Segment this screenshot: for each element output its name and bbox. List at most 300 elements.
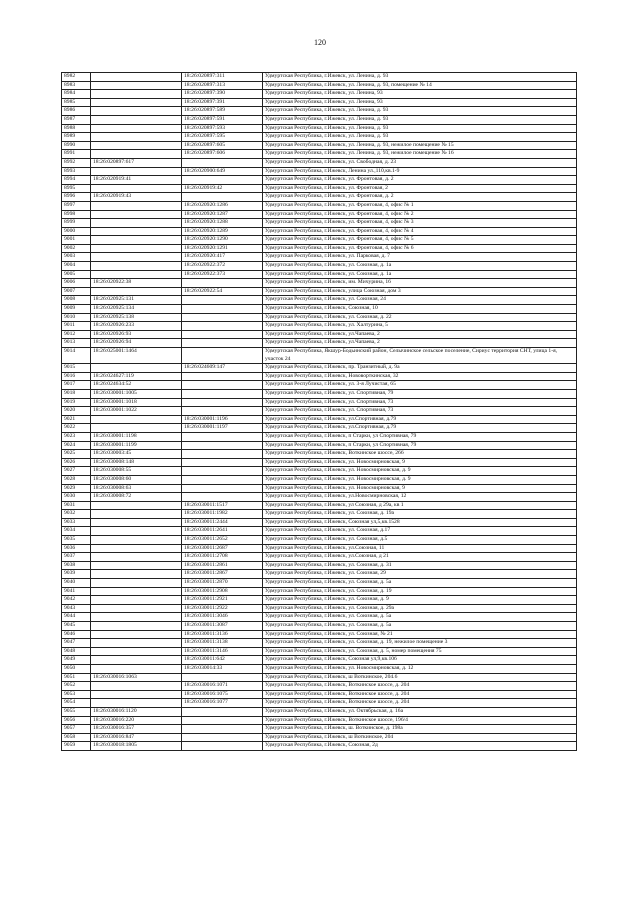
table-row — [62, 699, 577, 708]
land-cadastral-cell — [91, 141, 182, 150]
building-cadastral-cell: 18:26:020897:605 — [182, 141, 263, 150]
address-cell: Удмуртская Республика, г.Ижевск, Союзная, 10 — [263, 305, 577, 314]
table-row — [62, 339, 577, 348]
row-number-cell: 9024 — [62, 441, 91, 450]
building-cadastral-cell: 18:26:030014:33 — [182, 664, 263, 673]
address-cell: Удмуртская Республика, г.Ижевск, ул. Союзная, д. 9 — [263, 596, 577, 605]
building-cadastral-cell: 18:26:020920:1291 — [182, 244, 263, 253]
address-cell: Удмуртская Республика, г.Ижевск, ул. Союзная, д. 19, нежилое помещение 3 — [263, 639, 577, 648]
row-number-cell: 9036 — [62, 544, 91, 553]
address-cell: Удмуртская Республика, г.Ижевск, ул. Союзная, д. 22 — [263, 313, 577, 322]
table-row — [62, 604, 577, 613]
building-cadastral-cell: 18:26:030016:1071 — [182, 682, 263, 691]
address-cell: Удмуртская Республика, г.Ижевск, ул. Новосмирновская, д. 9 — [263, 467, 577, 476]
building-cadastral-cell: 18:26:030011:2867 — [182, 570, 263, 579]
address-cell: Удмуртская Республика, г.Ижевск, Воткинское шоссе, д. 204 — [263, 682, 577, 691]
land-cadastral-cell — [91, 107, 182, 116]
address-cell: Удмуртская Республика, г.Ижевск, Ленина ул.,110,кв.1-9 — [263, 167, 577, 176]
building-cadastral-cell: 18:26:020897:606 — [182, 150, 263, 159]
row-number-cell: 9029 — [62, 484, 91, 493]
row-number-cell: 9018 — [62, 389, 91, 398]
address-cell: Удмуртская Республика, г.Ижевск, Воткинское шоссе, 266 — [263, 450, 577, 459]
table-row — [62, 450, 577, 459]
land-cadastral-cell: 18:26:030008:63 — [91, 484, 182, 493]
row-number-cell: 9005 — [62, 270, 91, 279]
table-row — [62, 493, 577, 502]
land-cadastral-cell — [91, 98, 182, 107]
address-cell: Удмуртская Республика, г.Ижевск, ул. Фронтовая, 4, офис № 1 — [263, 201, 577, 210]
building-cadastral-cell: 18:26:020922:373 — [182, 270, 263, 279]
table-row — [62, 330, 577, 339]
address-cell: Удмуртская Республика, г.Ижевск, ул. Фронтовая, 4, офис № 6 — [263, 244, 577, 253]
address-cell: Удмуртская Республика, г.Ижевск, ул. Фронтовая, 4, офис № 4 — [263, 227, 577, 236]
row-number-cell: 9047 — [62, 639, 91, 648]
building-cadastral-cell: 18:26:030011:3138 — [182, 639, 263, 648]
table-row — [62, 210, 577, 219]
row-number-cell: 9020 — [62, 407, 91, 416]
address-cell: Удмуртская Республика, г.Ижевск, ул. Новосмирновская, д. 9 — [263, 475, 577, 484]
land-cadastral-cell — [91, 150, 182, 159]
land-cadastral-cell: 18:26:020925:134 — [91, 305, 182, 314]
row-number-cell: 9010 — [62, 313, 91, 322]
table-row — [62, 596, 577, 605]
table-row — [62, 458, 577, 467]
building-cadastral-cell — [182, 389, 263, 398]
building-cadastral-cell — [182, 673, 263, 682]
address-cell: Удмуртская Республика, Якшур-Бодьинский район, Селычинское сельское поселение, Сириус территория СНТ, улица 1-я, участок 24 — [263, 348, 577, 364]
address-cell: Удмуртская Республика, г.Ижевск, ул. Ленина, д. 93 — [263, 73, 577, 82]
table-row — [62, 322, 577, 331]
row-number-cell: 9017 — [62, 381, 91, 390]
land-cadastral-cell — [91, 227, 182, 236]
address-cell: Удмуртская Республика, г.Ижевск, ул. Октябрьская, д. 16а — [263, 707, 577, 716]
row-number-cell: 9009 — [62, 305, 91, 314]
table-row — [62, 381, 577, 390]
address-cell: Удмуртская Республика, г.Ижевск, п Старки, ул Спортивная, 79 — [263, 432, 577, 441]
land-cadastral-cell — [91, 613, 182, 622]
land-cadastral-cell — [91, 262, 182, 271]
row-number-cell: 8990 — [62, 141, 91, 150]
table-row — [62, 570, 577, 579]
land-cadastral-cell — [91, 596, 182, 605]
address-cell: Удмуртская Республика, г.Ижевск, ул. Союзная, д. 31 — [263, 561, 577, 570]
land-cadastral-cell — [91, 184, 182, 193]
row-number-cell: 8996 — [62, 193, 91, 202]
row-number-cell: 9015 — [62, 364, 91, 373]
row-number-cell: 9027 — [62, 467, 91, 476]
address-cell: Удмуртская Республика, г.Ижевск, ул. Фронтовая, 4, офис № 3 — [263, 219, 577, 228]
row-number-cell: 9039 — [62, 570, 91, 579]
row-number-cell: 9050 — [62, 664, 91, 673]
row-number-cell: 8986 — [62, 107, 91, 116]
row-number-cell: 9006 — [62, 279, 91, 288]
land-cadastral-cell: 18:26:020897:617 — [91, 158, 182, 167]
address-cell: Удмуртская Республика, г.Ижевск, ул. Спортивная, 73 — [263, 398, 577, 407]
land-cadastral-cell — [91, 682, 182, 691]
building-cadastral-cell — [182, 158, 263, 167]
row-number-cell: 8988 — [62, 124, 91, 133]
table-row — [62, 510, 577, 519]
building-cadastral-cell: 18:26:030001:1197 — [182, 424, 263, 433]
building-cadastral-cell — [182, 450, 263, 459]
land-cadastral-cell — [91, 518, 182, 527]
address-cell: Удмуртская Республика, г.Ижевск, ул. Ленина, д. 93, помещение № 14 — [263, 81, 577, 90]
table-row — [62, 201, 577, 210]
table-row — [62, 184, 577, 193]
building-cadastral-cell: 18:26:020897:589 — [182, 107, 263, 116]
address-cell: Удмуртская Республика, г.Ижевск, ул. Фронтовая, 4, офис № 2 — [263, 210, 577, 219]
row-number-cell: 9052 — [62, 682, 91, 691]
building-cadastral-cell: 18:26:020920:417 — [182, 253, 263, 262]
row-number-cell: 9030 — [62, 493, 91, 502]
table-row — [62, 707, 577, 716]
address-cell: Удмуртская Республика, г.Ижевск, ул. Союзная, д. 1а — [263, 262, 577, 271]
table-row — [62, 150, 577, 159]
row-number-cell: 9012 — [62, 330, 91, 339]
address-cell: Удмуртская Республика, г.Ижевск, ул. Ленина, д. 93 — [263, 107, 577, 116]
land-cadastral-cell: 18:26:030018:1805 — [91, 742, 182, 751]
table-row — [62, 372, 577, 381]
building-cadastral-cell: 18:26:030011:1517 — [182, 501, 263, 510]
address-cell: Удмуртская Республика, г.Ижевск, ул.Чапаева, 2 — [263, 330, 577, 339]
land-cadastral-cell — [91, 630, 182, 639]
table-row — [62, 622, 577, 631]
address-cell: Удмуртская Республика, г.Ижевск, ул. Фронтовая, д. 2 — [263, 176, 577, 185]
address-cell: Удмуртская Республика, г.Ижевск, ул.Спортивная, д.79 — [263, 424, 577, 433]
row-number-cell: 9038 — [62, 561, 91, 570]
table-row — [62, 553, 577, 562]
table-row — [62, 98, 577, 107]
address-cell: Удмуртская Республика, г.Ижевск, ул.Союзная, д 21 — [263, 553, 577, 562]
table-row — [62, 673, 577, 682]
building-cadastral-cell: 18:26:030016:1075 — [182, 690, 263, 699]
land-cadastral-cell: 18:26:030008:60 — [91, 475, 182, 484]
land-cadastral-cell — [91, 81, 182, 90]
address-cell: Удмуртская Республика, г.Ижевск, ул. Свободная, д. 23 — [263, 158, 577, 167]
address-cell: Удмуртская Республика, г.Ижевск, ул. Союзная, д. 19 — [263, 587, 577, 596]
registry-table — [61, 72, 577, 751]
table-row — [62, 262, 577, 271]
page-number: 120 — [314, 38, 326, 47]
land-cadastral-cell — [91, 219, 182, 228]
building-cadastral-cell: 18:26:020897:390 — [182, 90, 263, 99]
land-cadastral-cell: 18:26:020922:38 — [91, 279, 182, 288]
land-cadastral-cell: 18:26:020919:41 — [91, 176, 182, 185]
address-cell: Удмуртская Республика, г.Ижевск, ул. Союзная, д. 5а — [263, 579, 577, 588]
address-cell: Удмуртская Республика, г.Ижевск, ул.Новосмирновская, 12 — [263, 493, 577, 502]
land-cadastral-cell — [91, 236, 182, 245]
row-number-cell: 8987 — [62, 115, 91, 124]
building-cadastral-cell: 18:26:020920:1286 — [182, 201, 263, 210]
table-row — [62, 518, 577, 527]
address-cell: Удмуртская Республика, г.Ижевск, ул. Новосмирновская, д. 12 — [263, 664, 577, 673]
table-row — [62, 613, 577, 622]
row-number-cell: 9054 — [62, 699, 91, 708]
table-row — [62, 305, 577, 314]
land-cadastral-cell: 18:26:030003:45 — [91, 450, 182, 459]
address-cell: Удмуртская Республика, г.Ижевск, ул. Ленина, 93 — [263, 98, 577, 107]
address-cell: Удмуртская Республика, г.Ижевск, ул. Ленина, д. 93, нежилое помещение № 16 — [263, 150, 577, 159]
land-cadastral-cell — [91, 124, 182, 133]
address-cell: Удмуртская Республика, г.Ижевск, ул. Халтурина, 5 — [263, 322, 577, 331]
building-cadastral-cell: 18:26:020900:649 — [182, 167, 263, 176]
table-row — [62, 475, 577, 484]
row-number-cell: 8992 — [62, 158, 91, 167]
land-cadastral-cell: 18:26:030008:72 — [91, 493, 182, 502]
land-cadastral-cell: 18:26:030001:1199 — [91, 441, 182, 450]
table-row — [62, 253, 577, 262]
table-row — [62, 115, 577, 124]
address-cell: Удмуртская Республика, г.Ижевск, ул. Ленина, д. 93, нежилое помещение № 15 — [263, 141, 577, 150]
land-cadastral-cell: 18:26:030016:1063 — [91, 673, 182, 682]
land-cadastral-cell: 18:26:030016:847 — [91, 733, 182, 742]
building-cadastral-cell — [182, 372, 263, 381]
row-number-cell: 9016 — [62, 372, 91, 381]
row-number-cell: 9031 — [62, 501, 91, 510]
table-row — [62, 725, 577, 734]
land-cadastral-cell — [91, 244, 182, 253]
table-row — [62, 81, 577, 90]
row-number-cell: 9046 — [62, 630, 91, 639]
row-number-cell: 8983 — [62, 81, 91, 90]
row-number-cell: 9059 — [62, 742, 91, 751]
land-cadastral-cell — [91, 690, 182, 699]
building-cadastral-cell — [182, 176, 263, 185]
table-row — [62, 407, 577, 416]
land-cadastral-cell — [91, 210, 182, 219]
address-cell: Удмуртская Республика, г.Ижевск, ул Союзная, д 29а, кв 1 — [263, 501, 577, 510]
land-cadastral-cell — [91, 167, 182, 176]
building-cadastral-cell — [182, 348, 263, 364]
address-cell: Удмуртская Республика, г.Ижевск, ул. Союзная, д. 5, номер помещения 75 — [263, 647, 577, 656]
table-row — [62, 467, 577, 476]
table-row — [62, 133, 577, 142]
table-row — [62, 647, 577, 656]
address-cell: Удмуртская Республика, г.Ижевск, ул. Союзная, д.17 — [263, 527, 577, 536]
row-number-cell: 9041 — [62, 587, 91, 596]
land-cadastral-cell — [91, 553, 182, 562]
building-cadastral-cell — [182, 305, 263, 314]
table-row — [62, 579, 577, 588]
row-number-cell: 9023 — [62, 432, 91, 441]
land-cadastral-cell: 18:26:030001:1018 — [91, 398, 182, 407]
address-cell: Удмуртская Республика, г.Ижевск, ул. Ленина, д. 93 — [263, 115, 577, 124]
land-cadastral-cell — [91, 647, 182, 656]
address-cell: Удмуртская Республика, г.Ижевск, ул. Союзная, 24 — [263, 296, 577, 305]
address-cell: Удмуртская Республика, г.Ижевск, ш Воткинское, 204 — [263, 733, 577, 742]
table-row — [62, 639, 577, 648]
building-cadastral-cell — [182, 484, 263, 493]
building-cadastral-cell: 18:26:030011:2641 — [182, 527, 263, 536]
address-cell: Удмуртская Республика, г.Ижевск, ул. Спортивная, 73 — [263, 407, 577, 416]
address-cell: Удмуртская Республика, г.Ижевск, ул. Новосмирновская, 9 — [263, 458, 577, 467]
building-cadastral-cell: 18:26:030011:3046 — [182, 613, 263, 622]
land-cadastral-cell: 18:26:020925:138 — [91, 313, 182, 322]
address-cell: Удмуртская Республика, г.Ижевск, ул. Фронтовая, д. 2 — [263, 193, 577, 202]
row-number-cell: 8997 — [62, 201, 91, 210]
table-row — [62, 398, 577, 407]
land-cadastral-cell — [91, 622, 182, 631]
address-cell: Удмуртская Республика, г.Ижевск, пр. Транзитный, д. 9а — [263, 364, 577, 373]
table-row — [62, 544, 577, 553]
land-cadastral-cell — [91, 501, 182, 510]
building-cadastral-cell: 18:26:030011:2861 — [182, 561, 263, 570]
building-cadastral-cell: 18:26:030011:2922 — [182, 604, 263, 613]
land-cadastral-cell — [91, 287, 182, 296]
row-number-cell: 8999 — [62, 219, 91, 228]
row-number-cell: 9002 — [62, 244, 91, 253]
row-number-cell: 8991 — [62, 150, 91, 159]
building-cadastral-cell: 18:26:030011:2708 — [182, 553, 263, 562]
building-cadastral-cell: 18:26:030011:2870 — [182, 579, 263, 588]
address-cell: Удмуртская Республика, г.Ижевск, ул. Союзная, д. 1а — [263, 270, 577, 279]
building-cadastral-cell — [182, 296, 263, 305]
land-cadastral-cell — [91, 424, 182, 433]
land-cadastral-cell — [91, 73, 182, 82]
land-cadastral-cell: 18:26:024627:119 — [91, 372, 182, 381]
table-row — [62, 227, 577, 236]
row-number-cell: 9032 — [62, 510, 91, 519]
address-cell: Удмуртская Республика, г.Ижевск, ул. Ленина, 93 — [263, 90, 577, 99]
building-cadastral-cell: 18:26:030011:2652 — [182, 536, 263, 545]
land-cadastral-cell: 18:26:020926:233 — [91, 322, 182, 331]
land-cadastral-cell — [91, 587, 182, 596]
land-cadastral-cell: 18:26:030016:1120 — [91, 707, 182, 716]
row-number-cell: 9003 — [62, 253, 91, 262]
address-cell: Удмуртская Республика, г.Ижевск, им. Мичурина, 16 — [263, 279, 577, 288]
building-cadastral-cell — [182, 313, 263, 322]
address-cell: Удмуртская Республика, г.Ижевск, Воткинское шоссе, д. 204 — [263, 699, 577, 708]
building-cadastral-cell: 18:26:020920:1290 — [182, 236, 263, 245]
building-cadastral-cell: 18:26:020920:1287 — [182, 210, 263, 219]
table-row — [62, 219, 577, 228]
address-cell: Удмуртская Республика, г.Ижевск, ул.Спортивная, д.79 — [263, 415, 577, 424]
row-number-cell: 9057 — [62, 725, 91, 734]
building-cadastral-cell — [182, 742, 263, 751]
address-cell: Удмуртская Республика, г.Ижевск, ул.Чапаева, 2 — [263, 339, 577, 348]
building-cadastral-cell: 18:26:030011:642 — [182, 656, 263, 665]
building-cadastral-cell: 18:26:020922:372 — [182, 262, 263, 271]
table-row — [62, 313, 577, 322]
building-cadastral-cell — [182, 432, 263, 441]
address-cell: Удмуртская Республика, г.Ижевск, ул. Союзная, № 21 — [263, 630, 577, 639]
table-row — [62, 716, 577, 725]
row-number-cell: 9058 — [62, 733, 91, 742]
table-row — [62, 193, 577, 202]
row-number-cell: 9014 — [62, 348, 91, 364]
table-row — [62, 656, 577, 665]
address-cell: Удмуртская Республика, г.Ижевск, ул. Союзная, д. 29а — [263, 604, 577, 613]
table-row — [62, 296, 577, 305]
building-cadastral-cell — [182, 725, 263, 734]
land-cadastral-cell: 18:26:020926:93 — [91, 330, 182, 339]
building-cadastral-cell — [182, 493, 263, 502]
building-cadastral-cell — [182, 707, 263, 716]
address-cell: Удмуртская Республика, г.Ижевск, ул. Союзная, 29 — [263, 570, 577, 579]
address-cell: Удмуртская Республика, г.Ижевск, ш. Воткинское, д. 198а — [263, 725, 577, 734]
table-row — [62, 536, 577, 545]
row-number-cell: 9033 — [62, 518, 91, 527]
row-number-cell: 9004 — [62, 262, 91, 271]
row-number-cell: 9022 — [62, 424, 91, 433]
address-cell: Удмуртская Республика, г.Ижевск, Воткинское шоссе, 196/4 — [263, 716, 577, 725]
building-cadastral-cell: 18:26:020920:1288 — [182, 219, 263, 228]
land-cadastral-cell — [91, 561, 182, 570]
table-row — [62, 690, 577, 699]
land-cadastral-cell: 18:26:030001:1005 — [91, 389, 182, 398]
table-row — [62, 73, 577, 82]
building-cadastral-cell: 18:26:030011:2444 — [182, 518, 263, 527]
building-cadastral-cell — [182, 279, 263, 288]
table-row — [62, 389, 577, 398]
table-row — [62, 664, 577, 673]
building-cadastral-cell — [182, 407, 263, 416]
address-cell: Удмуртская Республика, г.Ижевск, Союзная ул,9,кв.106 — [263, 656, 577, 665]
row-number-cell: 9045 — [62, 622, 91, 631]
building-cadastral-cell — [182, 193, 263, 202]
land-cadastral-cell — [91, 253, 182, 262]
address-cell: Удмуртская Республика, г.Ижевск, ул. Парковая, д. 7 — [263, 253, 577, 262]
building-cadastral-cell: 18:26:030011:1982 — [182, 510, 263, 519]
building-cadastral-cell: 18:26:020897:593 — [182, 124, 263, 133]
land-cadastral-cell — [91, 527, 182, 536]
table-row — [62, 682, 577, 691]
building-cadastral-cell — [182, 381, 263, 390]
address-cell: Удмуртская Республика, г.Ижевск, ул. Союзная, д.5 — [263, 536, 577, 545]
table-row — [62, 167, 577, 176]
row-number-cell: 9042 — [62, 596, 91, 605]
land-cadastral-cell — [91, 415, 182, 424]
building-cadastral-cell — [182, 733, 263, 742]
land-cadastral-cell — [91, 544, 182, 553]
building-cadastral-cell: 18:26:020897:313 — [182, 81, 263, 90]
row-number-cell: 9011 — [62, 322, 91, 331]
table-row — [62, 364, 577, 373]
row-number-cell: 9034 — [62, 527, 91, 536]
address-cell: Удмуртская Республика, г.Ижевск, п Старки, ул Спортивная, 79 — [263, 441, 577, 450]
land-cadastral-cell: 18:26:030016:357 — [91, 725, 182, 734]
building-cadastral-cell — [182, 322, 263, 331]
land-cadastral-cell: 18:26:020926:94 — [91, 339, 182, 348]
row-number-cell: 9055 — [62, 707, 91, 716]
table-row — [62, 348, 577, 364]
table-row — [62, 630, 577, 639]
row-number-cell: 9001 — [62, 236, 91, 245]
building-cadastral-cell: 18:26:030001:1196 — [182, 415, 263, 424]
table-row — [62, 270, 577, 279]
building-cadastral-cell: 18:26:030011:2687 — [182, 544, 263, 553]
table-row — [62, 90, 577, 99]
building-cadastral-cell: 18:26:020897:595 — [182, 133, 263, 142]
land-cadastral-cell: 18:26:024634:52 — [91, 381, 182, 390]
row-number-cell: 8989 — [62, 133, 91, 142]
building-cadastral-cell: 18:26:020897:311 — [182, 73, 263, 82]
row-number-cell: 8995 — [62, 184, 91, 193]
building-cadastral-cell: 18:26:024609:147 — [182, 364, 263, 373]
building-cadastral-cell: 18:26:030016:1077 — [182, 699, 263, 708]
land-cadastral-cell: 18:26:025001:1464 — [91, 348, 182, 364]
row-number-cell: 9021 — [62, 415, 91, 424]
address-cell: Удмуртская Республика, г.Ижевск, Союзная, 2д — [263, 742, 577, 751]
table-row — [62, 441, 577, 450]
row-number-cell: 9013 — [62, 339, 91, 348]
land-cadastral-cell: 18:26:030001:1022 — [91, 407, 182, 416]
row-number-cell: 9025 — [62, 450, 91, 459]
land-cadastral-cell — [91, 604, 182, 613]
address-cell: Удмуртская Республика, г.Ижевск, ул. Союзная, д. 19а — [263, 510, 577, 519]
registry-table-body — [62, 73, 577, 751]
table-row — [62, 484, 577, 493]
